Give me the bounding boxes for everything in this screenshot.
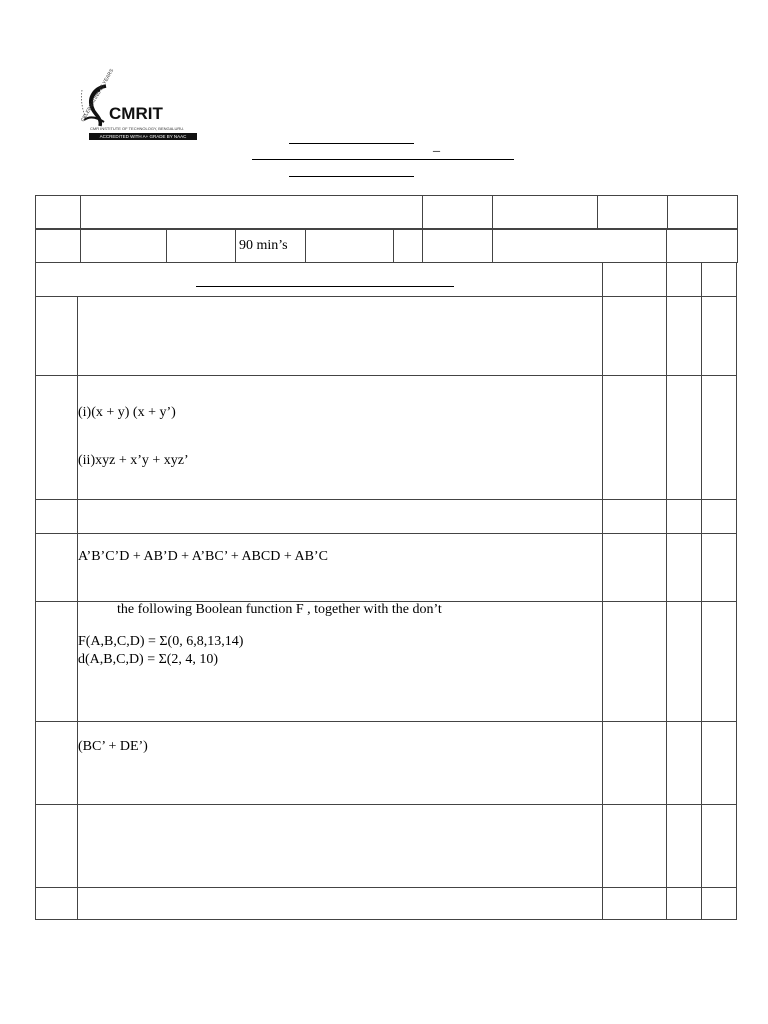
heading-rule-2 [252, 159, 514, 160]
logo-subtitle: CMR INSTITUTE OF TECHNOLOGY, BENGALURU. [90, 126, 185, 131]
question-number-cell [36, 602, 78, 722]
question-text-cell [78, 888, 603, 920]
logo-arc-text: CELEBRATING 25 YEARS [80, 67, 116, 123]
section-heading-rule [196, 286, 454, 287]
question-row [36, 297, 737, 376]
question-row [36, 534, 737, 602]
question-number-cell [36, 500, 78, 534]
question-line: A’B’C’D + AB’D + A’BC’ + ABCD + AB’C [78, 549, 328, 564]
duration-value: 90 min’s [239, 237, 288, 253]
header-cell [493, 196, 598, 230]
section-heading-cell [36, 263, 603, 297]
logo-accreditation: ACCREDITED WITH A+ GRADE BY NAAC [89, 133, 197, 140]
header-cell [167, 229, 236, 263]
header-cell [668, 196, 738, 230]
header-cell [423, 229, 493, 263]
question-line: (BC’ + DE’) [78, 739, 148, 754]
question-row [36, 602, 737, 722]
heading-dash: _ [433, 139, 440, 154]
question-number-cell [36, 376, 78, 500]
header-cell [36, 196, 81, 230]
header-cell [598, 196, 668, 230]
question-text-cell [78, 297, 603, 376]
question-number-cell [36, 297, 78, 376]
question-line: (i)(x + y) (x + y’) [78, 405, 176, 420]
logo-brand-text: CMRIT [109, 104, 163, 123]
marks-header-cell [603, 263, 667, 297]
header-cell [81, 196, 423, 230]
question-number-cell [36, 888, 78, 920]
college-logo [78, 67, 200, 142]
question-line: F(A,B,C,D) = Σ(0, 6,8,13,14) [78, 634, 244, 649]
heading-rule-3 [289, 176, 414, 177]
question-row [36, 500, 737, 534]
question-text-cell [78, 534, 603, 602]
question-line: d(A,B,C,D) = Σ(2, 4, 10) [78, 652, 219, 667]
header-cell [36, 229, 81, 263]
question-line: the following Boolean function F , together with the don’t [117, 602, 442, 617]
question-row [36, 888, 737, 920]
question-number-cell [36, 722, 78, 805]
question-number-cell [36, 805, 78, 888]
question-text-cell [78, 805, 603, 888]
question-row [36, 376, 737, 500]
question-text-cell [78, 376, 603, 500]
question-line: (ii)xyz + x’y + xyz’ [78, 453, 189, 468]
header-cell [394, 229, 423, 263]
heading-rule-1 [289, 143, 414, 144]
header-cell [667, 229, 738, 263]
questions-heading-row [36, 263, 737, 297]
header-cell [423, 196, 493, 230]
question-text-cell [78, 602, 603, 722]
header-table-row-2 [35, 228, 738, 263]
rbt-header-cell [702, 263, 737, 297]
header-cell [493, 229, 667, 263]
question-number-cell [36, 534, 78, 602]
header-table-row-1 [35, 195, 738, 230]
question-row [36, 805, 737, 888]
questions-table [35, 262, 737, 920]
header-cell [306, 229, 394, 263]
question-text-cell [78, 722, 603, 805]
question-row [36, 722, 737, 805]
co-header-cell [667, 263, 702, 297]
duration-cell [236, 229, 306, 263]
header-cell [81, 229, 167, 263]
question-text-cell [78, 500, 603, 534]
